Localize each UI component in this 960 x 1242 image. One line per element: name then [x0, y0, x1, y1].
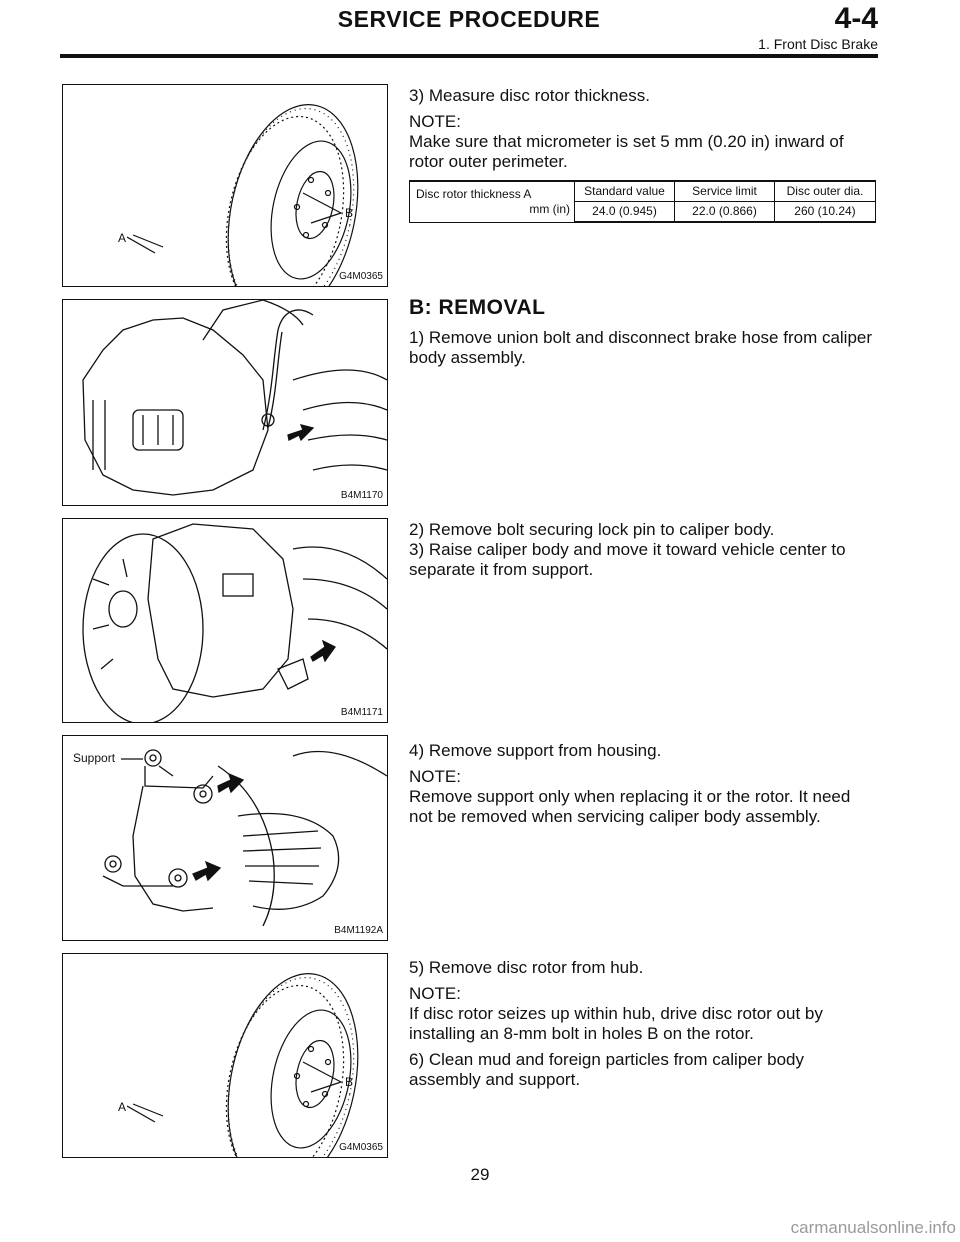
section-rotor-removal [409, 958, 876, 1096]
section-caliper-steps [409, 520, 876, 586]
value-disc-outer-dia: 260 (10.24) [775, 202, 876, 223]
section-heading: B: REMOVAL [409, 296, 546, 319]
page-number: 29 [470, 1165, 490, 1184]
step-5: 5) Remove disc rotor from hub. [409, 958, 644, 977]
step-2: 2) Remove bolt securing lock pin to caliper body. [409, 520, 775, 539]
note-text: Remove support only when replacing it or the rotor. It need not be removed when servicing caliper body assembly. [409, 787, 851, 826]
header-title: SERVICE PROCEDURE [337, 6, 601, 32]
note-label: NOTE: [409, 112, 461, 131]
rotor-spec-table [409, 180, 876, 223]
figure-code: B4M1171 [340, 707, 383, 718]
spec-unit: mm (in) [529, 201, 570, 216]
label-support: Support [73, 751, 116, 765]
figure-caliper-brake-hose [62, 299, 388, 506]
caliper-illustration [63, 300, 387, 505]
figure-code: B4M1192A [334, 925, 383, 936]
label-b: B [345, 206, 354, 220]
step-1: 1) Remove union bolt and disconnect brake hose from caliper body assembly. [409, 328, 873, 367]
figure-caliper-on-rotor [62, 518, 388, 723]
step-3: 3) Raise caliper body and move it toward vehicle center to separate it from support. [409, 540, 846, 579]
figure-code: B4M1170 [340, 490, 383, 501]
header-disc-outer-dia: Disc outer dia. [775, 181, 876, 202]
figure-support [62, 735, 388, 941]
figure-disc-rotor-2 [62, 953, 388, 1158]
disc-rotor-illustration [63, 954, 387, 1157]
spec-label-cell [410, 181, 575, 222]
header-subtitle: 1. Front Disc Brake [758, 36, 878, 52]
note-label: NOTE: [409, 984, 461, 1003]
header-service-limit: Service limit [675, 181, 775, 202]
label-b: B [345, 1075, 354, 1089]
step-6: 6) Clean mud and foreign particles from caliper body assembly and support. [409, 1050, 804, 1089]
section-removal [409, 298, 876, 374]
caliper-rotor-illustration [63, 519, 387, 722]
note-text: Make sure that micrometer is set 5 mm (0.20 in) inward of rotor outer perimeter. [409, 132, 844, 171]
figure-disc-rotor-1 [62, 84, 388, 287]
spec-label: Disc rotor thickness A [416, 186, 532, 201]
note-label: NOTE: [409, 767, 461, 786]
note-text: If disc rotor seizes up within hub, drive disc rotor out by installing an 8-mm bolt in holes B on the rotor. [409, 1004, 823, 1043]
value-standard: 24.0 (0.945) [575, 202, 675, 223]
watermark: carmanualsonline.info [790, 1218, 956, 1237]
figure-code: G4M0365 [339, 1142, 383, 1153]
step-3-measure: 3) Measure disc rotor thickness. [409, 86, 650, 105]
section-support [409, 741, 876, 833]
disc-rotor-illustration [63, 85, 387, 286]
support-illustration [63, 736, 387, 940]
header-rule [60, 54, 878, 58]
page-header [60, 0, 878, 60]
header-standard: Standard value [575, 181, 675, 202]
value-service-limit: 22.0 (0.866) [675, 202, 775, 223]
label-a: A [118, 1100, 127, 1114]
section-measure-rotor [409, 86, 876, 223]
step-4: 4) Remove support from housing. [409, 741, 662, 760]
label-a: A [118, 231, 127, 245]
figure-code: G4M0365 [339, 271, 383, 282]
section-number: 4-4 [834, 2, 878, 35]
